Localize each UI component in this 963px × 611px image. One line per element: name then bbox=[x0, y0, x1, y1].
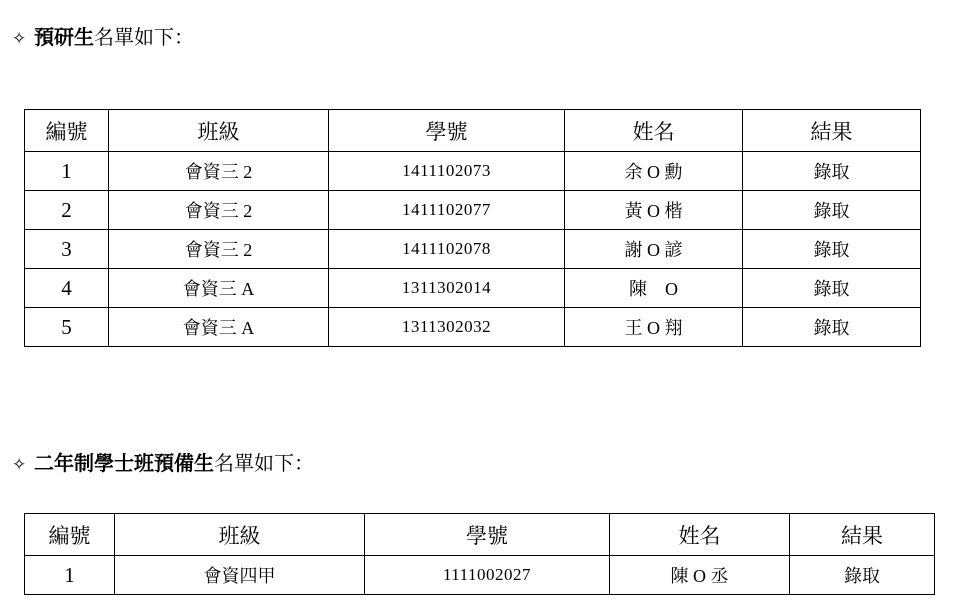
section-heading-1-bold: 預研生 bbox=[34, 27, 94, 49]
cell-result: 錄取 bbox=[743, 308, 921, 347]
cell-student-id: 1311302032 bbox=[329, 308, 565, 347]
cell-result: 錄取 bbox=[743, 269, 921, 308]
table-row bbox=[25, 191, 921, 230]
cell-student-id: 1111002027 bbox=[365, 556, 610, 595]
table-header-cell: 姓名 bbox=[610, 514, 790, 556]
cell-name: 黃 O 楷 bbox=[565, 191, 743, 230]
cell-name: 王 O 翔 bbox=[565, 308, 743, 347]
cell-student-id: 1311302014 bbox=[329, 269, 565, 308]
cell-class: 會資三 A bbox=[109, 308, 329, 347]
table-header-row bbox=[25, 514, 935, 556]
preparatory-students-table bbox=[24, 109, 921, 347]
section-heading-1 bbox=[0, 26, 194, 50]
cell-name: 謝 O 諺 bbox=[565, 230, 743, 269]
bachelor-two-year-preparatory-table bbox=[24, 513, 935, 595]
section-heading-1-text bbox=[34, 26, 194, 50]
cell-student-id: 1411102078 bbox=[329, 230, 565, 269]
cell-name: 陳 O bbox=[565, 269, 743, 308]
cell-result: 錄取 bbox=[743, 152, 921, 191]
cell-class: 會資三 2 bbox=[109, 152, 329, 191]
cell-class: 會資三 2 bbox=[109, 230, 329, 269]
cell-no: 3 bbox=[25, 230, 109, 269]
table-header-cell: 結果 bbox=[790, 514, 935, 556]
table-header-cell: 班級 bbox=[109, 110, 329, 152]
cell-name: 陳 O 丞 bbox=[610, 556, 790, 595]
cell-class: 會資四甲 bbox=[115, 556, 365, 595]
table-header-cell: 編號 bbox=[25, 514, 115, 556]
table-row bbox=[25, 152, 921, 191]
table-header-cell: 學號 bbox=[329, 110, 565, 152]
cell-no: 4 bbox=[25, 269, 109, 308]
cell-no: 1 bbox=[25, 152, 109, 191]
table-header-row bbox=[25, 110, 921, 152]
cell-student-id: 1411102077 bbox=[329, 191, 565, 230]
cell-class: 會資三 2 bbox=[109, 191, 329, 230]
section-heading-2-bold: 二年制學士班預備生 bbox=[34, 453, 214, 475]
table-header-cell: 結果 bbox=[743, 110, 921, 152]
table-header-cell: 班級 bbox=[115, 514, 365, 556]
table-header-cell: 姓名 bbox=[565, 110, 743, 152]
cell-student-id: 1411102073 bbox=[329, 152, 565, 191]
table-row bbox=[25, 230, 921, 269]
diamond-bullet-icon: ✧ bbox=[12, 29, 27, 48]
section-heading-2-text bbox=[34, 452, 314, 476]
cell-name: 余 O 勳 bbox=[565, 152, 743, 191]
cell-result: 錄取 bbox=[743, 230, 921, 269]
diamond-bullet-icon: ✧ bbox=[12, 455, 27, 474]
cell-no: 2 bbox=[25, 191, 109, 230]
table-header-cell: 學號 bbox=[365, 514, 610, 556]
table-row bbox=[25, 308, 921, 347]
table-row bbox=[25, 269, 921, 308]
cell-no: 5 bbox=[25, 308, 109, 347]
cell-class: 會資三 A bbox=[109, 269, 329, 308]
section-heading-2 bbox=[0, 452, 314, 476]
section-heading-1-rest: 名單如下： bbox=[94, 27, 194, 49]
table-row bbox=[25, 556, 935, 595]
table-header-cell: 編號 bbox=[25, 110, 109, 152]
cell-no: 1 bbox=[25, 556, 115, 595]
cell-result: 錄取 bbox=[790, 556, 935, 595]
cell-result: 錄取 bbox=[743, 191, 921, 230]
section-heading-2-rest: 名單如下： bbox=[214, 453, 314, 475]
